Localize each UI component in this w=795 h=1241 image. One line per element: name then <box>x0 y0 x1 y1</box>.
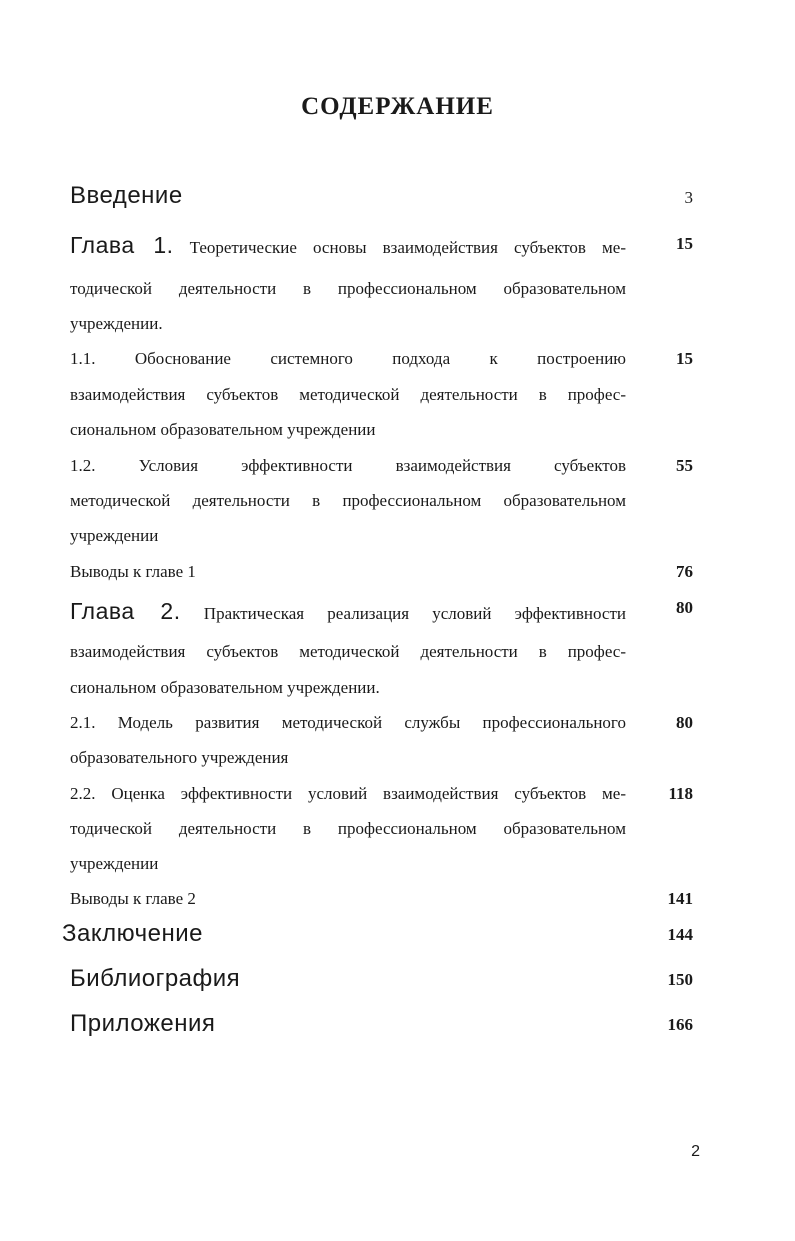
toc-section2-1-page: 80 <box>676 713 693 732</box>
toc-conclusion-page: 144 <box>667 925 693 944</box>
toc-chapter1-page: 15 <box>676 234 693 253</box>
toc-chapter1-text1: Теоретические основы взаимодействия субъектов ме- <box>189 238 627 257</box>
toc-conclusion-label: Заключение <box>62 920 203 947</box>
toc-conclusions1-label: Выводы к главе 1 <box>70 562 196 581</box>
toc-section1-1-line3: сиональном образовательном учреждении <box>70 420 376 439</box>
toc-section1-1-page: 15 <box>676 349 693 368</box>
toc-section1-1-line1: 1.1. Обоснование системного подхода к построению <box>70 349 626 368</box>
toc-bibliography-label: Библиография <box>70 965 241 992</box>
toc-chapter2-page: 80 <box>676 598 693 617</box>
toc-section2-2-line2: тодической деятельности в профессиональном образовательном <box>70 819 626 838</box>
toc-chapter2-text1: Практическая реализация условий эффективности <box>203 604 627 623</box>
toc-introduction-page: 3 <box>684 188 693 207</box>
toc-section2-2-line1: 2.2. Оценка эффективности условий взаимодействия субъектов ме- <box>70 784 626 803</box>
toc-chapter1-line2: тодической деятельности в профессиональном образовательном <box>70 279 626 298</box>
toc-appendices-label: Приложения <box>70 1010 216 1037</box>
toc-section1-2-page: 55 <box>676 456 693 475</box>
toc-section2-1-line2: образовательного учреждения <box>70 748 289 767</box>
page-title: СОДЕРЖАНИЕ <box>301 93 494 120</box>
toc-section2-1-line1: 2.1. Модель развития методической службы профессионального <box>70 713 626 732</box>
toc-chapter2-prefix: Глава 2. <box>70 598 181 624</box>
toc-conclusions2-label: Выводы к главе 2 <box>70 889 196 908</box>
toc-chapter1-line3: учреждении. <box>70 314 163 333</box>
toc-conclusions1-page: 76 <box>676 562 693 581</box>
toc-introduction-label: Введение <box>70 182 183 209</box>
toc-appendices-page: 166 <box>667 1015 693 1034</box>
toc-section1-2-line3: учреждении <box>70 526 159 545</box>
toc-chapter2-line3: сиональном образовательном учреждении. <box>70 678 380 697</box>
toc-chapter2-line1 <box>70 598 627 624</box>
toc-chapter1-line1 <box>70 232 627 258</box>
toc-section1-2-line2: методической деятельности в профессиональном образовательном <box>70 491 626 510</box>
toc-chapter2-line2: взаимодействия субъектов методической деятельности в профес- <box>70 642 626 661</box>
toc-section1-2-line1: 1.2. Условия эффективности взаимодействия субъектов <box>70 456 626 475</box>
toc-section2-2-page: 118 <box>668 784 693 803</box>
toc-bibliography-page: 150 <box>667 970 693 989</box>
toc-conclusions2-page: 141 <box>667 889 693 908</box>
toc-section2-2-line3: учреждении <box>70 854 159 873</box>
toc-chapter1-prefix: Глава 1. <box>70 232 174 258</box>
page-number: 2 <box>691 1143 700 1160</box>
toc-section1-1-line2: взаимодействия субъектов методической деятельности в профес- <box>70 385 626 404</box>
